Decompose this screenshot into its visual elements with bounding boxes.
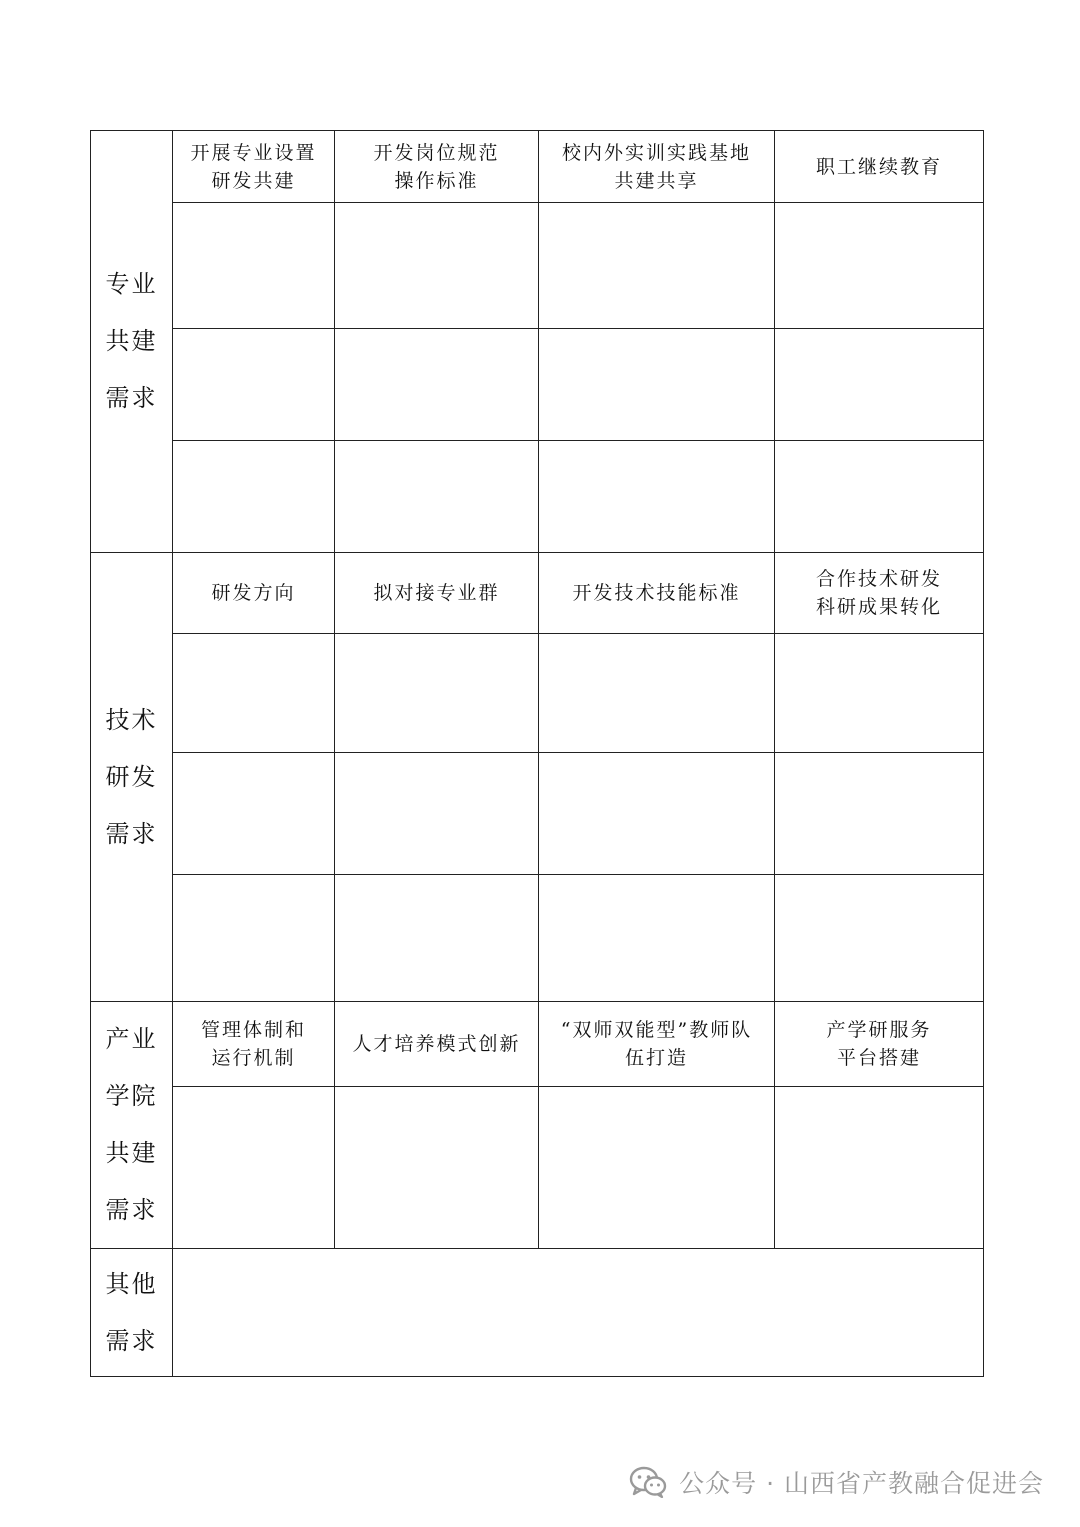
header-training-base: 校内外实训实践基地 共建共享 xyxy=(539,131,775,203)
input-cell[interactable] xyxy=(539,1087,775,1249)
input-cell[interactable] xyxy=(775,203,984,329)
input-cell[interactable] xyxy=(335,634,539,753)
tech-input-row xyxy=(91,634,984,753)
input-cell[interactable] xyxy=(539,753,775,875)
demand-form-table xyxy=(90,130,984,1377)
input-cell[interactable] xyxy=(775,329,984,441)
wechat-icon xyxy=(629,1466,667,1498)
industry-category-label: 产业 学院 共建 需求 xyxy=(91,1002,173,1249)
other-input-cell[interactable] xyxy=(173,1249,984,1377)
header-management-system: 管理体制和 运行机制 xyxy=(173,1002,335,1087)
specialty-input-row xyxy=(91,329,984,441)
other-row xyxy=(91,1249,984,1377)
input-cell[interactable] xyxy=(539,634,775,753)
input-cell[interactable] xyxy=(775,875,984,1002)
input-cell[interactable] xyxy=(775,441,984,553)
tech-input-row xyxy=(91,753,984,875)
input-cell[interactable] xyxy=(539,875,775,1002)
tech-header-row xyxy=(91,553,984,634)
specialty-input-row xyxy=(91,441,984,553)
industry-header-row xyxy=(91,1002,984,1087)
specialty-category-label: 专业 共建 需求 xyxy=(91,131,173,553)
header-continuing-education: 职工继续教育 xyxy=(775,131,984,203)
input-cell[interactable] xyxy=(335,1087,539,1249)
input-cell[interactable] xyxy=(173,329,335,441)
header-specialty-setup: 开展专业设置 研发共建 xyxy=(173,131,335,203)
input-cell[interactable] xyxy=(539,203,775,329)
input-cell[interactable] xyxy=(335,753,539,875)
input-cell[interactable] xyxy=(775,634,984,753)
header-rd-direction: 研发方向 xyxy=(173,553,335,634)
specialty-input-row xyxy=(91,203,984,329)
input-cell[interactable] xyxy=(335,329,539,441)
header-job-standards: 开发岗位规范 操作标准 xyxy=(335,131,539,203)
header-service-platform: 产学研服务 平台搭建 xyxy=(775,1002,984,1087)
industry-input-row xyxy=(91,1087,984,1249)
input-cell[interactable] xyxy=(335,203,539,329)
tech-input-row xyxy=(91,875,984,1002)
header-target-specialty-group: 拟对接专业群 xyxy=(335,553,539,634)
input-cell[interactable] xyxy=(539,441,775,553)
input-cell[interactable] xyxy=(335,441,539,553)
tech-category-label: 技术 研发 需求 xyxy=(91,553,173,1002)
input-cell[interactable] xyxy=(173,875,335,1002)
input-cell[interactable] xyxy=(539,329,775,441)
input-cell[interactable] xyxy=(173,634,335,753)
input-cell[interactable] xyxy=(775,1087,984,1249)
other-category-label: 其他 需求 xyxy=(91,1249,173,1377)
watermark-text: 公众号 · 山西省产教融合促进会 xyxy=(679,1469,1044,1498)
header-skill-standards: 开发技术技能标准 xyxy=(539,553,775,634)
header-research-transfer: 合作技术研发 科研成果转化 xyxy=(775,553,984,634)
input-cell[interactable] xyxy=(775,753,984,875)
input-cell[interactable] xyxy=(173,1087,335,1249)
input-cell[interactable] xyxy=(173,203,335,329)
watermark xyxy=(629,1462,1044,1502)
input-cell[interactable] xyxy=(335,875,539,1002)
input-cell[interactable] xyxy=(173,441,335,553)
input-cell[interactable] xyxy=(173,753,335,875)
header-talent-model: 人才培养模式创新 xyxy=(335,1002,539,1087)
header-dual-teacher-team: “双师双能型”教师队 伍打造 xyxy=(539,1002,775,1087)
specialty-header-row xyxy=(91,131,984,203)
